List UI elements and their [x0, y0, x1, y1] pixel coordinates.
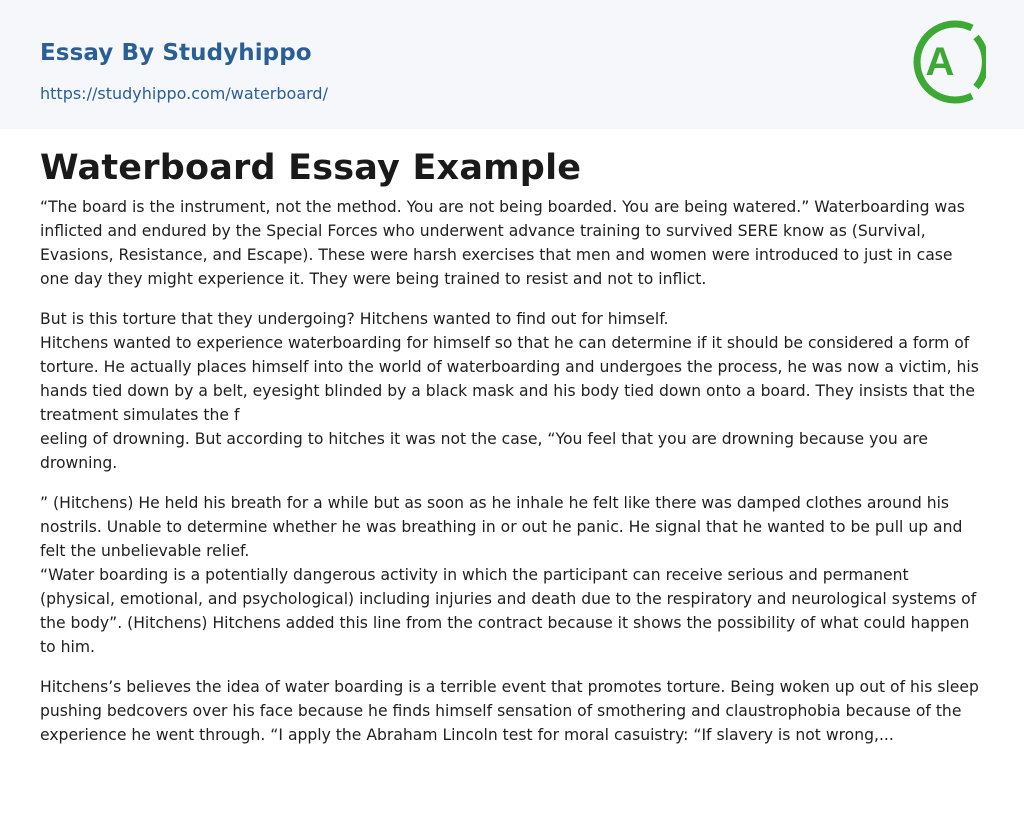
site-header: [0, 0, 1024, 129]
article: [0, 129, 1024, 747]
essay-paragraph: ” (Hitchens) He held his breath for a while but as soon as he inhale he felt like there was damped clothes around his nostrils. Unable to determine whether he was breathing in or out he panic. He signal that he wanted to be pull up and felt the unbelievable relief. “Water boarding is a potentially dangerous activity in which the participant can receive serious and permanent (physical, emotional, and psychological) including injuries and death due to the respiratory and neurological systems of the body”. (Hitchens) Hitchens added this line from the contract because it shows the possibility of what could happen to him.: [40, 494, 977, 656]
essay-paragraph: Hitchens’s believes the idea of water boarding is a terrible event that promotes torture. Being woken up out of his sleep pushing bedcovers over his face because he finds himself sensation of smothering and claustrophobia because of the experience he went through. “I apply the Abraham Lincoln test for moral casuistry: “If slavery is not wrong,...: [40, 678, 979, 744]
essay-paragraph: “The board is the instrument, not the method. You are not being boarded. You are being watered.” Waterboarding was inflicted and endured by the Special Forces who underwent advance training to survived SERE know as (Survival, Evasions, Resistance, and Escape). These were harsh exercises that men and women were introduced to just in case one day they might experience it. They were being trained to resist and not to inflict.: [40, 198, 965, 288]
page-title: Waterboard Essay Example: [40, 148, 582, 188]
svg-text:A: A: [925, 40, 955, 84]
site-title[interactable]: Essay By Studyhippo: [40, 40, 312, 66]
studyhippo-logo-icon[interactable]: [912, 19, 986, 105]
essay-paragraph: But is this torture that they undergoing? Hitchens wanted to find out for himself. Hitchens wanted to experience waterboarding for himself so that he can determine if it should be considered a form of torture. He actually places himself into the world of waterboarding and undergoes the process, he was now a victim, his hands tied down by a belt, eyesight blinded by a black mask and his body tied down onto a board. They insists that the treatment simulates the f eeling of drowning. But according to hitches it was not the case, “You feel that you are drowning because you are drowning.: [40, 310, 979, 472]
site-url-link[interactable]: https://studyhippo.com/waterboard/: [40, 84, 328, 103]
